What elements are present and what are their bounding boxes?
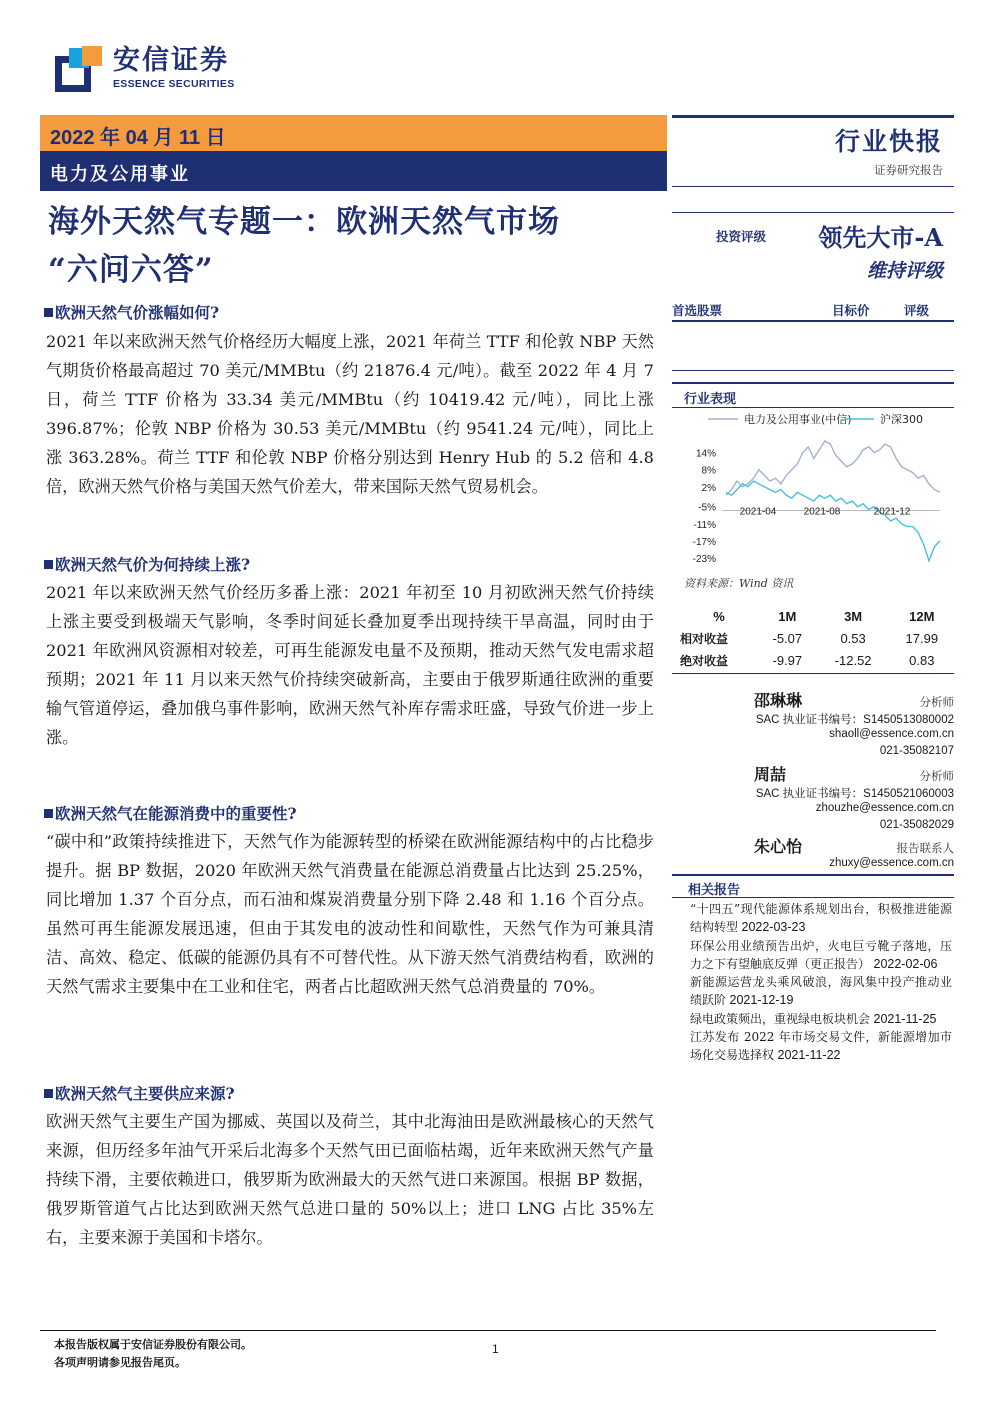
x-tick-label: 2021-08	[803, 506, 841, 518]
page-number: 1	[492, 1342, 499, 1356]
section-heading: 欧洲天然气在能源消费中的重要性?	[44, 802, 297, 824]
returns-cell: 0.83	[909, 652, 935, 668]
divider	[672, 370, 954, 371]
bullet-square-icon	[44, 1089, 53, 1098]
related-report-date: 2021-12-19	[726, 993, 794, 1008]
bullet-square-icon	[44, 560, 53, 569]
footer-rule	[40, 1330, 936, 1331]
related-report-date: 2022-03-23	[738, 920, 806, 935]
divider	[672, 212, 954, 213]
report-type: 行业快报	[834, 127, 943, 156]
related-report-date: 2022-02-06	[870, 956, 938, 971]
related-report-title: 江苏发布 2022 年市场交易文件，新能源增加市场化交易选择权	[690, 1030, 952, 1063]
section-heading: 欧洲天然气主要供应来源?	[44, 1082, 235, 1104]
related-report-item[interactable]	[690, 973, 952, 1010]
divider	[672, 186, 954, 187]
y-tick-label: 14%	[695, 448, 716, 460]
brand-name-en: ESSENCE SECURITIES	[113, 78, 235, 90]
rating-status: 维持评级	[866, 260, 943, 282]
section-heading: 欧洲天然气价为何持续上涨?	[44, 553, 250, 575]
brand-logo	[55, 46, 235, 94]
bullet-square-icon	[44, 308, 53, 317]
section-body: 欧洲天然气主要生产国为挪威、英国以及荷兰，其中北海油田是欧洲最核心的天然气来源，但历经多年油气开采后北海多个天然气田已面临枯竭，近年来欧洲天然气产量持续下滑，主要依赖进口，俄罗斯为欧洲最大的天然气进口来源国。根据 BP 数据，俄罗斯管道气占比达到欧洲天然气总进口量的 50%以上；进口 LNG 占比 35%左右，主要来源于美国和卡塔尔。	[46, 1112, 654, 1247]
returns-col-header: %	[713, 608, 725, 624]
returns-row-label: 绝对收益	[680, 653, 729, 668]
returns-cell: -5.07	[772, 630, 803, 646]
returns-cell: 0.53	[840, 630, 866, 646]
related-header	[672, 874, 954, 898]
section-body: 2021 年以来欧洲天然气价格经历大幅度上涨，2021 年荷兰 TTF 和伦敦 NBP 天然气期货价格最高超过 70 美元/MMBtu（约 21876.4 元/吨）。截至 2022 年 4 月 7 日，荷兰 TTF 价格为 33.34 美元/MMBtu（约 10419.42 元/吨），同比上涨 396.87%；伦敦 NBP 价格为 30.53 美元/MMBtu（约 9541.24 元/吨），同比上涨 363.28%。荷兰 TTF 和伦敦 NBP 价格分别达到 Henry Hub 的 5.2 倍和 4.8 倍，欧洲天然气价格与美国天然气价差大，带来国际天然气贸易机会。	[46, 332, 654, 496]
related-report-item[interactable]	[690, 900, 952, 937]
returns-cell: 17.99	[905, 630, 939, 646]
returns-cell: -12.52	[834, 652, 872, 668]
stock-pick-col-rating: 评级	[904, 303, 930, 318]
returns-row	[680, 627, 954, 649]
related-report-title: 环保公用业绩预告出炉，火电巨亏靴子落地，压力之下有望触底反弹（更正报告）	[690, 938, 952, 971]
returns-col-header: 12M	[909, 608, 935, 624]
related-list	[690, 900, 952, 1065]
logo-mark-icon	[55, 46, 103, 94]
analyst-contact: SAC 执业证书编号：S1450513080002	[755, 714, 954, 726]
related-report-item[interactable]	[690, 1028, 952, 1065]
y-tick-label: 8%	[701, 465, 716, 477]
x-tick-label: 2021-04	[739, 506, 777, 518]
related-report-date: 2021-11-25	[870, 1011, 937, 1026]
analyst-name: 周喆	[754, 765, 787, 784]
analyst-role: 报告联系人	[896, 841, 954, 855]
section-body: 2021 年以来欧洲天然气价经历多番上涨：2021 年初至 10 月初欧洲天然气价持续上涨主要受到极端天气影响，冬季时间延长叠加夏季出现持续干旱高温，同时由于 2021 年欧洲风资源相对较差，可再生能源发电量不及预期，推动天然气发电需求超预期；2021 年 11 月以来天然气价持续突破新高，主要由于俄罗斯通往欧洲的重要输气管道停运，叠加俄乌事件影响，欧洲天然气补库存需求旺盛，导致气价进一步上涨。	[46, 583, 654, 747]
analyst-contact: shaoll@essence.com.cn	[829, 728, 954, 740]
performance-chart-svg	[672, 408, 954, 573]
returns-col-header: 1M	[778, 608, 797, 624]
series-line	[726, 441, 940, 495]
analyst-role: 分析师	[919, 695, 954, 709]
y-tick-label: -17%	[692, 536, 716, 548]
returns-row	[680, 649, 954, 671]
stock-pick-header	[672, 298, 954, 322]
performance-chart	[672, 408, 954, 573]
y-tick-label: -11%	[693, 519, 716, 531]
series-line	[726, 481, 940, 561]
related-report-item[interactable]	[690, 937, 952, 974]
report-title	[48, 198, 663, 294]
analyst-contact: zhouzhe@essence.com.cn	[815, 802, 954, 814]
returns-header-row	[680, 605, 954, 627]
legend-label: 电力及公用事业(中信)	[744, 413, 852, 426]
related-report-date: 2021-11-22	[774, 1048, 841, 1063]
report-date: 2022 年 04 月 11 日	[50, 127, 226, 149]
performance-heading: 行业表现	[684, 392, 737, 407]
brand-name-cn: 安信证券	[113, 45, 229, 76]
chart-source: 资料来源：Wind 资讯	[684, 577, 794, 590]
returns-col-header: 3M	[844, 608, 863, 624]
report-subtitle: 证券研究报告	[874, 163, 943, 177]
legend-label: 沪深300	[880, 413, 923, 426]
footer-disclaimer: 本报告版权属于安信证券股份有限公司。 各项声明请参见报告尾页。	[54, 1338, 252, 1369]
title-line-1: 海外天然气专题一：欧洲天然气市场	[48, 204, 560, 240]
section-heading: 欧洲天然气价涨幅如何?	[44, 301, 219, 323]
title-line-2: “六问六答”	[48, 252, 214, 288]
analyst-name: 邵琳琳	[754, 691, 803, 710]
analyst-contact: 021-35082029	[879, 819, 954, 831]
analyst-name: 朱心怡	[754, 837, 803, 856]
rating-label: 投资评级	[716, 229, 767, 244]
related-report-title: “十四五”现代能源体系规划出台，积极推进能源结构转型	[690, 902, 952, 935]
stock-pick-col-target: 目标价	[832, 303, 870, 318]
analyst-contact: zhuxy@essence.com.cn	[829, 857, 954, 869]
top-rule	[672, 115, 954, 118]
returns-cell: -9.97	[772, 652, 803, 668]
returns-body	[680, 627, 954, 671]
x-tick-label: 2021-12	[873, 506, 911, 518]
bullet-square-icon	[44, 809, 53, 818]
related-report-item[interactable]	[690, 1010, 952, 1028]
divider	[672, 673, 954, 674]
related-heading: 相关报告	[688, 883, 741, 898]
returns-row-label: 相对收益	[680, 631, 729, 646]
y-tick-label: -5%	[698, 502, 716, 514]
y-tick-label: -23%	[692, 554, 716, 565]
report-sector: 电力及公用事业	[50, 164, 190, 185]
stock-pick-col-stock: 首选股票	[672, 303, 723, 318]
analyst-contact: SAC 执业证书编号：S1450521060003	[755, 788, 954, 800]
returns-table	[680, 605, 954, 671]
related-report-title: 绿电政策频出，重视绿电板块机会	[690, 1011, 871, 1026]
analyst-role: 分析师	[919, 769, 954, 783]
performance-header	[672, 382, 954, 408]
analyst-contact: 021-35082107	[879, 745, 954, 757]
section-body: “碳中和”政策持续推进下，天然气作为能源转型的桥梁在欧洲能源结构中的占比稳步提升。据 BP 数据，2020 年欧洲天然气消费量在能源总消费量占比达到 25.25%，同比增加 1.37 个百分点，而石油和煤炭消费量分别下降 2.48 和 1.16 个百分点。虽然可再生能源发展迅速，但由于其发电的波动性和间歇性，天然气作为可兼具清洁、高效、稳定、低碳的能源仍具有不可替代性。从下游天然气消费结构看，欧洲的天然气需求主要集中在工业和住宅，两者占比超欧洲天然气总消费量的 70%。	[46, 832, 654, 996]
rating-value: 领先大市-A	[818, 223, 943, 252]
y-tick-label: 2%	[701, 482, 716, 494]
related-report-title: 新能源运营龙头乘风破浪，海风集中投产推动业绩跃阶	[690, 975, 952, 1008]
